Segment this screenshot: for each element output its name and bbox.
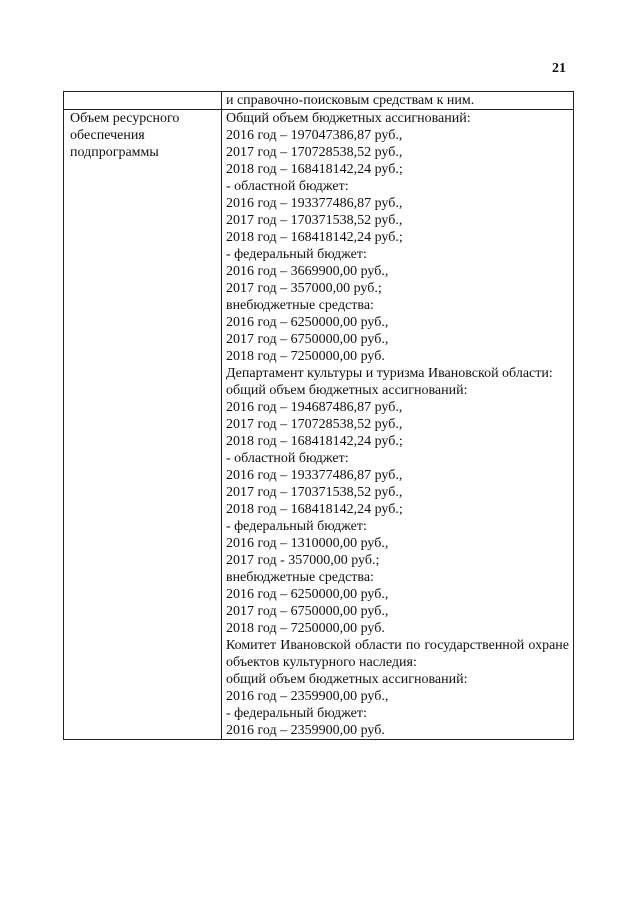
funding-line: - областной бюджет: xyxy=(225,179,349,194)
funding-line: 2018 год – 168418142,24 руб.; xyxy=(225,434,403,449)
label-line: обеспечения xyxy=(70,128,145,143)
funding-line: 2016 год – 3669900,00 руб., xyxy=(225,264,389,279)
department-heading: Департамент культуры и туризма Ивановской области: xyxy=(225,366,553,381)
committee-heading: Комитет Ивановской области по государственной охране объектов культурного наследия: xyxy=(225,638,569,670)
funding-line: 2016 год – 1310000,00 руб., xyxy=(225,536,389,551)
funding-line: 2017 год – 170728538,52 руб., xyxy=(225,417,403,432)
funding-line: общий объем бюджетных ассигнований: xyxy=(225,383,468,398)
funding-line: 2018 год – 7250000,00 руб. xyxy=(225,349,385,364)
funding-line: внебюджетные средства: xyxy=(225,570,374,585)
funding-line: - федеральный бюджет: xyxy=(225,519,367,534)
row1-right-cell: и справочно-поисковым средствам к ним. xyxy=(221,92,573,110)
funding-line: 2018 год – 168418142,24 руб.; xyxy=(225,502,403,517)
funding-line: 2016 год – 197047386,87 руб., xyxy=(225,128,403,143)
label-line: подпрограммы xyxy=(70,145,159,160)
funding-line: 2017 год – 170371538,52 руб., xyxy=(225,213,403,228)
funding-line: 2018 год – 168418142,24 руб.; xyxy=(225,162,403,177)
funding-line: - федеральный бюджет: xyxy=(225,247,367,262)
table-row xyxy=(64,110,574,740)
funding-line: 2016 год – 193377486,87 руб., xyxy=(225,196,403,211)
funding-line: - федеральный бюджет: xyxy=(225,706,367,721)
label-line: Объем ресурсного xyxy=(70,111,180,126)
funding-line: 2016 год – 2359900,00 руб. xyxy=(225,723,385,738)
funding-line: 2017 год – 6750000,00 руб., xyxy=(225,332,389,347)
row1-left-cell xyxy=(64,92,222,110)
funding-line: 2017 год - 357000,00 руб.; xyxy=(225,553,380,568)
resource-table xyxy=(63,91,574,740)
funding-line: 2017 год – 170371538,52 руб., xyxy=(225,485,403,500)
row2-left-cell xyxy=(64,110,222,740)
funding-line: 2016 год – 194687486,87 руб., xyxy=(225,400,403,415)
funding-line: - областной бюджет: xyxy=(225,451,349,466)
funding-line: внебюджетные средства: xyxy=(225,298,374,313)
funding-line: 2016 год – 193377486,87 руб., xyxy=(225,468,403,483)
funding-line: 2016 год – 6250000,00 руб., xyxy=(225,587,389,602)
funding-line: 2018 год – 7250000,00 руб. xyxy=(225,621,385,636)
funding-line: 2018 год – 168418142,24 руб.; xyxy=(225,230,403,245)
row2-right-cell xyxy=(221,110,573,740)
funding-line: 2016 год – 2359900,00 руб., xyxy=(225,689,389,704)
funding-line: 2017 год – 357000,00 руб.; xyxy=(225,281,382,296)
funding-line: общий объем бюджетных ассигнований: xyxy=(225,672,468,687)
funding-line: 2016 год – 6250000,00 руб., xyxy=(225,315,389,330)
funding-line: 2017 год – 6750000,00 руб., xyxy=(225,604,389,619)
table-row xyxy=(64,92,574,110)
funding-line: Общий объем бюджетных ассигнований: xyxy=(225,111,471,126)
page-number: 21 xyxy=(552,61,566,76)
funding-line: 2017 год – 170728538,52 руб., xyxy=(225,145,403,160)
